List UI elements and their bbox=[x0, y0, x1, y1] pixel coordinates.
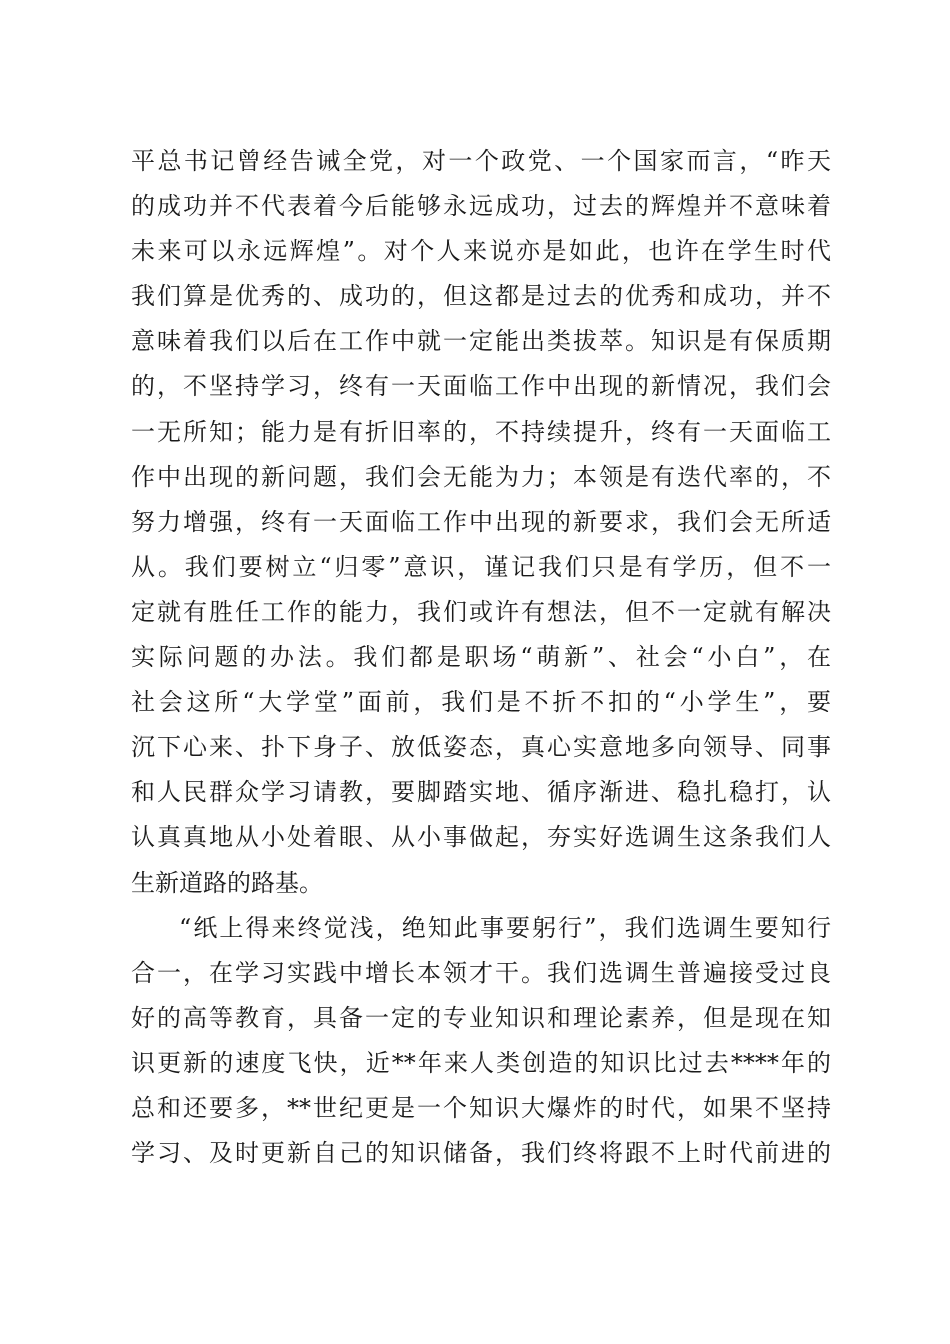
paragraph-2 bbox=[131, 906, 831, 1177]
paragraph-line: 和人民群众学习请教，要脚踏实地、循序渐进、稳扎稳打，认 bbox=[131, 778, 831, 807]
paragraph-line: 沉下心来、扑下身子、放低姿态，真心实意地多向领导、同事 bbox=[131, 733, 831, 762]
paragraph-line: “纸上得来终觉浅，绝知此事要躬行”，我们选调生要知行 bbox=[179, 913, 831, 942]
paragraph-line: 作中出现的新问题，我们会无能为力；本领是有迭代率的，不 bbox=[131, 462, 831, 491]
paragraph-line: 总和还要多，**世纪更是一个知识大爆炸的时代，如果不坚持 bbox=[131, 1093, 831, 1122]
paragraph-line: 好的高等教育，具备一定的专业知识和理论素养，但是现在知 bbox=[131, 1003, 831, 1032]
paragraph-line: 意味着我们以后在工作中就一定能出类拔萃。知识是有保质期 bbox=[131, 327, 831, 356]
paragraph-line: 平总书记曾经告诫全党，对一个政党、一个国家而言，“昨天 bbox=[131, 147, 831, 175]
paragraph-line: 我们算是优秀的、成功的，但这都是过去的优秀和成功，并不 bbox=[131, 282, 831, 311]
paragraph-line: 合一，在学习实践中增长本领才干。我们选调生普遍接受过良 bbox=[131, 958, 831, 987]
paragraph-line: 认真真地从小处着眼、从小事做起，夯实好选调生这条我们人 bbox=[131, 823, 831, 852]
paragraph-line: 努力增强，终有一天面临工作中出现的新要求，我们会无所适 bbox=[131, 507, 831, 536]
paragraph-line: 识更新的速度飞快，近**年来人类创造的知识比过去****年的 bbox=[131, 1048, 831, 1077]
paragraph-line: 实际问题的办法。我们都是职场“萌新”、社会“小白”，在 bbox=[131, 643, 831, 672]
paragraph-line: 社会这所“大学堂”面前，我们是不折不扣的“小学生”，要 bbox=[131, 688, 831, 717]
paragraph-line: 从。我们要树立“归零”意识，谨记我们只是有学历，但不一 bbox=[131, 552, 831, 581]
paragraph-line: 的成功并不代表着今后能够永远成功，过去的辉煌并不意味着 bbox=[131, 192, 831, 221]
paragraph-line: 学习、及时更新自己的知识储备，我们终将跟不上时代前进的 bbox=[131, 1139, 831, 1168]
paragraph-line: 生新道路的路基。 bbox=[131, 868, 323, 897]
paragraph-line: 未来可以永远辉煌”。对个人来说亦是如此，也许在学生时代 bbox=[131, 237, 831, 266]
paragraph-1 bbox=[131, 139, 831, 906]
paragraph-line: 定就有胜任工作的能力，我们或许有想法，但不一定就有解决 bbox=[131, 597, 831, 626]
body-text bbox=[131, 139, 831, 1176]
paragraph-line: 一无所知；能力是有折旧率的，不持续提升，终有一天面临工 bbox=[131, 417, 831, 446]
paragraph-line: 的，不坚持学习，终有一天面临工作中出现的新情况，我们会 bbox=[131, 372, 831, 401]
